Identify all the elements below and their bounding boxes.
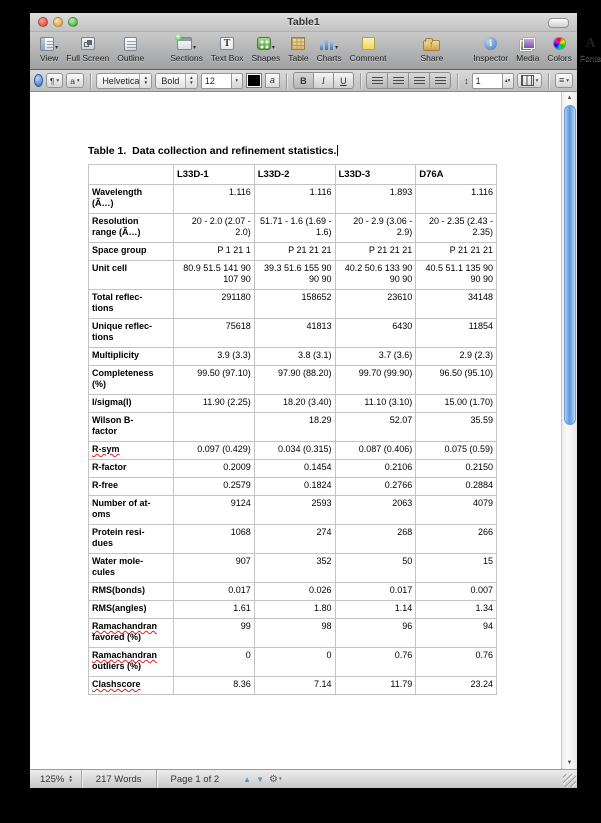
table-cell[interactable]: 18.29: [254, 413, 335, 442]
chevron-down-icon: ▾: [76, 77, 80, 84]
pages-window: [30, 13, 601, 788]
table-cell[interactable]: P 21 21 21: [254, 243, 335, 261]
table-cell[interactable]: 20 - 2.9 (3.06 - 2.9): [335, 214, 416, 243]
alignment-group: [366, 72, 451, 89]
toolbar-button-view[interactable]: ▾ View: [40, 35, 58, 63]
table-cell[interactable]: 2.9 (2.3): [416, 348, 497, 366]
divider: [548, 73, 549, 89]
table-cell[interactable]: 18.20 (3.40): [254, 395, 335, 413]
table-cell[interactable]: 0.2766: [335, 478, 416, 496]
table-row: [89, 525, 497, 554]
columns-icon: [521, 75, 534, 86]
table-cell[interactable]: 52.07: [335, 413, 416, 442]
row-label[interactable]: Water mole- cules: [89, 554, 174, 583]
table-cell[interactable]: 39.3 51.6 155 90 90 90: [254, 261, 335, 290]
table-row: [89, 319, 497, 348]
table-cell[interactable]: 2593: [254, 496, 335, 525]
table-cell[interactable]: P 21 21 21: [335, 243, 416, 261]
next-page-button[interactable]: ▼: [256, 774, 264, 784]
table-row: [89, 395, 497, 413]
align-left-button[interactable]: [366, 72, 387, 89]
table-cell[interactable]: 23.24: [416, 677, 497, 695]
table-row: [89, 366, 497, 395]
table-row: [89, 442, 497, 460]
table-cell[interactable]: 6430: [335, 319, 416, 348]
table-row: [89, 648, 497, 677]
table-cell[interactable]: 0.1454: [254, 460, 335, 478]
underline-button[interactable]: U: [333, 72, 354, 89]
table-cell[interactable]: P 1 21 1: [174, 243, 255, 261]
document-area: [30, 92, 577, 769]
stepper-icon: ▲ ▼: [68, 773, 73, 783]
stepper-icon: ▲ ▼: [185, 74, 197, 88]
table-cell[interactable]: 40.2 50.6 133 90 90 90: [335, 261, 416, 290]
table-cell[interactable]: 158652: [254, 290, 335, 319]
row-label[interactable]: R-sym: [89, 442, 174, 460]
table-cell[interactable]: 1.34: [416, 601, 497, 619]
stepper-icon: ▴▾: [503, 73, 514, 89]
gear-menu-button[interactable]: ⚙ ▾: [269, 773, 282, 785]
table-cell[interactable]: 266: [416, 525, 497, 554]
media-icon: [520, 38, 535, 50]
chevron-down-icon: ▾: [271, 45, 275, 51]
table-cell[interactable]: 0.007: [416, 583, 497, 601]
table-cell[interactable]: 0: [254, 648, 335, 677]
row-label[interactable]: R-factor: [89, 460, 174, 478]
bold-italic-underline-group: [293, 72, 354, 89]
document-page[interactable]: [30, 92, 561, 769]
table-cell[interactable]: 0: [174, 648, 255, 677]
table-cell[interactable]: 3.8 (3.1): [254, 348, 335, 366]
table-cell[interactable]: 23610: [335, 290, 416, 319]
table-cell[interactable]: P 21 21 21: [416, 243, 497, 261]
table-row: [89, 677, 497, 695]
table-cell[interactable]: 50: [335, 554, 416, 583]
divider: [90, 73, 91, 89]
row-label[interactable]: RMS(angles): [89, 601, 174, 619]
table-cell[interactable]: 96.50 (95.10): [416, 366, 497, 395]
table-cell[interactable]: 41813: [254, 319, 335, 348]
zoom-level-control[interactable]: [30, 774, 81, 785]
table-cell[interactable]: 97.90 (88.20): [254, 366, 335, 395]
columns-dropdown[interactable]: [517, 73, 543, 88]
table-cell[interactable]: 1.61: [174, 601, 255, 619]
font-style-popup[interactable]: Bold ▲ ▼: [155, 73, 197, 89]
align-justify-button[interactable]: [429, 72, 451, 89]
table-cell[interactable]: 1.80: [254, 601, 335, 619]
table-row: [89, 243, 497, 261]
toolbar-toggle-button[interactable]: [548, 18, 569, 28]
table-cell[interactable]: 75618: [174, 319, 255, 348]
table-cell[interactable]: 20 - 2.0 (2.07 - 2.0): [174, 214, 255, 243]
table-cell[interactable]: 0.017: [174, 583, 255, 601]
toolbar-button-colors[interactable]: Colors: [547, 35, 572, 63]
scrollbar-thumb[interactable]: [564, 105, 576, 425]
table-cell[interactable]: 15.00 (1.70): [416, 395, 497, 413]
table-row: [89, 496, 497, 525]
table-cell[interactable]: 15: [416, 554, 497, 583]
list-icon: ≡: [558, 75, 565, 85]
toolbar-button-charts[interactable]: ▾ Charts: [317, 35, 342, 63]
table-cell[interactable]: 96: [335, 619, 416, 648]
row-label[interactable]: Wavelength (Ã…): [89, 185, 174, 214]
corner-cell[interactable]: [89, 165, 174, 185]
charts-icon: [320, 37, 334, 50]
table-cell[interactable]: 268: [335, 525, 416, 554]
vertical-scrollbar[interactable]: [561, 92, 577, 769]
row-label[interactable]: I/sigma(I): [89, 395, 174, 413]
divider: [360, 73, 361, 89]
table-cell[interactable]: 40.5 51.1 135 90 90 90: [416, 261, 497, 290]
fonts-icon: A: [585, 35, 596, 51]
list-style-dropdown[interactable]: [555, 73, 573, 88]
page-indicator: Page 1 of 2: [170, 773, 220, 785]
table-row: [89, 413, 497, 442]
word-count: 217 Words: [95, 773, 142, 785]
row-label[interactable]: RMS(bonds): [89, 583, 174, 601]
table-row: [89, 478, 497, 496]
table-cell[interactable]: 1068: [174, 525, 255, 554]
table-cell[interactable]: 0.2009: [174, 460, 255, 478]
character-style-dropdown[interactable]: a ▾: [66, 73, 84, 88]
scroll-up-arrow[interactable]: ▲: [566, 95, 573, 101]
table-cell[interactable]: 352: [254, 554, 335, 583]
table-cell[interactable]: 9124: [174, 496, 255, 525]
toolbar-button-sections[interactable]: + ▾ Sections: [170, 35, 203, 63]
table-cell[interactable]: 35.59: [416, 413, 497, 442]
statistics-table[interactable]: [88, 164, 497, 695]
table-cell[interactable]: 0.087 (0.406): [335, 442, 416, 460]
table-cell[interactable]: 0.2150: [416, 460, 497, 478]
italic-button[interactable]: I: [313, 72, 333, 89]
row-label[interactable]: Number of at- oms: [89, 496, 174, 525]
line-spacing-control[interactable]: 1 ▴▾: [472, 73, 514, 89]
close-button[interactable]: [38, 17, 48, 27]
text-color-well[interactable]: [246, 73, 262, 88]
zoom-window-button[interactable]: [68, 17, 78, 27]
table-row: [89, 619, 497, 648]
table-cell[interactable]: 99.70 (99.90): [335, 366, 416, 395]
color-wheel-icon: [553, 37, 566, 50]
font-family-popup[interactable]: Helvetica ▲ ▼: [96, 73, 152, 89]
bold-button[interactable]: B: [293, 72, 313, 89]
table-row: [89, 290, 497, 319]
toolbar-button-comment[interactable]: Comment: [350, 35, 387, 63]
row-label[interactable]: Ramachandran favored (%): [89, 619, 174, 648]
row-label[interactable]: Unique reflec- tions: [89, 319, 174, 348]
table-cell[interactable]: 0.075 (0.59): [416, 442, 497, 460]
table-row: [89, 348, 497, 366]
table-cell[interactable]: 11.90 (2.25): [174, 395, 255, 413]
view-icon: [40, 37, 54, 51]
highlight-color-well[interactable]: a: [265, 73, 281, 88]
table-row: [89, 261, 497, 290]
column-header[interactable]: L33D-3: [335, 165, 416, 185]
toolbar-button-share[interactable]: ↑ Share: [421, 35, 444, 63]
table-cell[interactable]: 2063: [335, 496, 416, 525]
text-box-icon: T: [220, 37, 234, 50]
table-cell[interactable]: 0.026: [254, 583, 335, 601]
document-title[interactable]: [88, 145, 561, 157]
status-bar: [30, 769, 577, 788]
table-cell[interactable]: 0.2884: [416, 478, 497, 496]
table-cell[interactable]: 34148: [416, 290, 497, 319]
font-size-combo[interactable]: 12 ▾: [201, 73, 243, 89]
table-cell[interactable]: 3.7 (3.6): [335, 348, 416, 366]
row-label[interactable]: Space group: [89, 243, 174, 261]
divider: [457, 73, 458, 89]
table-cell[interactable]: 1.116: [254, 185, 335, 214]
table-cell[interactable]: 1.893: [335, 185, 416, 214]
row-label[interactable]: Ramachandran outliers (%): [89, 648, 174, 677]
toolbar-button-fullscreen[interactable]: Full Screen: [66, 35, 109, 63]
table-cell[interactable]: 1.116: [416, 185, 497, 214]
toolbar-button-table[interactable]: Table: [288, 35, 308, 63]
fullscreen-icon: [81, 37, 95, 50]
page-navigation: [233, 774, 291, 785]
table-cell[interactable]: 0.097 (0.429): [174, 442, 255, 460]
chevron-down-icon: ▾: [566, 77, 570, 84]
toolbar-button-inspector[interactable]: i Inspector: [473, 38, 509, 63]
previous-page-button[interactable]: ▲: [243, 774, 252, 784]
chevron-down-icon: ▾: [335, 45, 339, 51]
scroll-down-arrow[interactable]: ▼: [566, 760, 573, 766]
row-label[interactable]: Total reflec- tions: [89, 290, 174, 319]
resize-grip[interactable]: [563, 774, 576, 787]
inspector-icon: i: [484, 37, 497, 50]
table-cell[interactable]: 8.36: [174, 677, 255, 695]
table-row: [89, 601, 497, 619]
table-cell[interactable]: 0.2579: [174, 478, 255, 496]
row-label[interactable]: R-free: [89, 478, 174, 496]
minimize-button[interactable]: [53, 17, 63, 27]
table-cell[interactable]: 291180: [174, 290, 255, 319]
row-label[interactable]: Protein resi- dues: [89, 525, 174, 554]
toolbar-button-media[interactable]: Media: [516, 35, 539, 63]
align-center-button[interactable]: [387, 72, 408, 89]
window-titlebar[interactable]: [30, 13, 577, 32]
share-icon: [423, 40, 440, 51]
chevron-down-icon: ▾: [278, 776, 282, 782]
table-row: [89, 554, 497, 583]
table-cell[interactable]: 0.76: [335, 648, 416, 677]
table-row: [89, 185, 497, 214]
column-header[interactable]: D76A: [416, 165, 497, 185]
table-cell[interactable]: 99: [174, 619, 255, 648]
table-cell[interactable]: 907: [174, 554, 255, 583]
table-row: [89, 460, 497, 478]
toolbar-button-fonts[interactable]: A Fonts: [579, 35, 601, 63]
chevron-down-icon: ▾: [56, 77, 60, 84]
table-cell[interactable]: 1.116: [174, 185, 255, 214]
document-title-text: Table 1. Data collection and refinement statistics.: [88, 145, 337, 157]
shapes-icon: [257, 37, 271, 50]
table-cell[interactable]: 99.50 (97.10): [174, 366, 255, 395]
table-cell[interactable]: 11.10 (3.10): [335, 395, 416, 413]
table-row: [89, 583, 497, 601]
stepper-icon: ▲ ▼: [139, 74, 151, 88]
row-label[interactable]: Resolution range (Ã…): [89, 214, 174, 243]
column-header[interactable]: L33D-2: [254, 165, 335, 185]
table-cell[interactable]: 98: [254, 619, 335, 648]
format-bar: [30, 70, 577, 92]
comment-icon: [362, 37, 375, 50]
sections-icon: [177, 37, 192, 50]
table-cell[interactable]: 4079: [416, 496, 497, 525]
toolbar-button-textbox[interactable]: T Text Box: [210, 38, 244, 63]
row-label[interactable]: Completeness (%): [89, 366, 174, 395]
divider: [286, 73, 287, 89]
table-row: [89, 214, 497, 243]
table-cell[interactable]: 11854: [416, 319, 497, 348]
table-cell[interactable]: 0.017: [335, 583, 416, 601]
chevron-down-icon: ▾: [55, 45, 59, 51]
table-icon: [291, 37, 305, 50]
table-cell[interactable]: 0.76: [416, 648, 497, 677]
toolbar: [30, 32, 601, 70]
table-cell[interactable]: 3.9 (3.3): [174, 348, 255, 366]
table-cell[interactable]: 0.2106: [335, 460, 416, 478]
table-cell[interactable]: 20 - 2.35 (2.43 - 2.35): [416, 214, 497, 243]
table-cell[interactable]: [174, 413, 255, 442]
table-cell[interactable]: 274: [254, 525, 335, 554]
row-label[interactable]: Multiplicity: [89, 348, 174, 366]
table-cell[interactable]: 7.14: [254, 677, 335, 695]
table-cell[interactable]: 94: [416, 619, 497, 648]
table-cell[interactable]: 0.1824: [254, 478, 335, 496]
table-cell[interactable]: 0.034 (0.315): [254, 442, 335, 460]
paragraph-style-dropdown[interactable]: ¶ ▾: [46, 73, 63, 88]
table-cell[interactable]: 51.71 - 1.6 (1.69 - 1.6): [254, 214, 335, 243]
outline-icon: [124, 37, 137, 51]
table-cell[interactable]: 1.14: [335, 601, 416, 619]
align-right-button[interactable]: [408, 72, 429, 89]
toolbar-button-shapes[interactable]: ▾ Shapes: [251, 35, 280, 63]
line-spacing-icon: ↕: [464, 75, 469, 86]
text-cursor: [337, 145, 338, 156]
column-header[interactable]: L33D-1: [174, 165, 255, 185]
table-cell[interactable]: 80.9 51.5 141 90 107 90: [174, 261, 255, 290]
chevron-down-icon: ▾: [193, 45, 197, 51]
row-label[interactable]: Unit cell: [89, 261, 174, 290]
traffic-lights: [38, 17, 78, 27]
table-cell[interactable]: 11.79: [335, 677, 416, 695]
row-label[interactable]: Wilson B- factor: [89, 413, 174, 442]
zoom-level: 125%: [40, 773, 65, 785]
row-label[interactable]: Clashscore: [89, 677, 174, 695]
format-gem-icon[interactable]: [34, 74, 43, 87]
chevron-down-icon: ▾: [535, 77, 539, 84]
chevron-down-icon: ▾: [232, 73, 243, 89]
toolbar-button-outline[interactable]: Outline: [117, 35, 144, 63]
window-title: Table1: [287, 16, 320, 28]
